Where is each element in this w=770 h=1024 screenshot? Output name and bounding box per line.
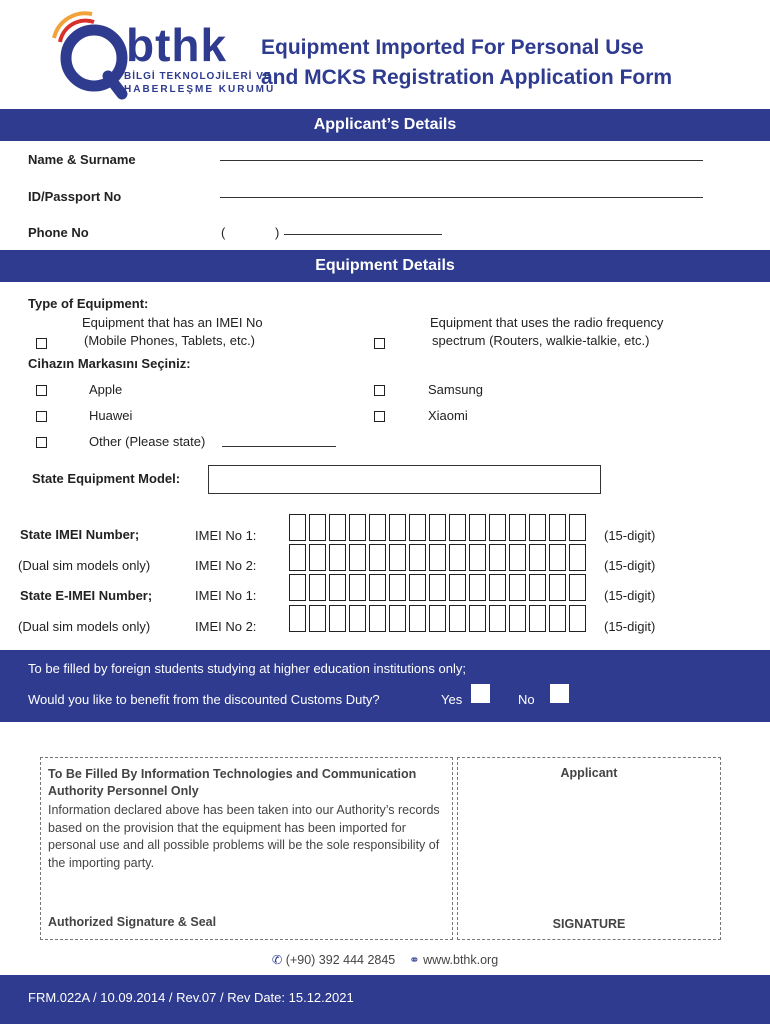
brand-apple-checkbox[interactable] — [36, 385, 47, 396]
form-title-line-2: and MCKS Registration Application Form — [261, 66, 673, 89]
imei-digit-cell[interactable] — [529, 514, 546, 541]
imei-digit-cell[interactable] — [569, 605, 586, 632]
imei-digit-cell[interactable] — [489, 605, 506, 632]
type-option-radio-checkbox[interactable] — [374, 338, 385, 349]
brand-other-field[interactable] — [222, 446, 336, 447]
brand-huawei-label: Huawei — [89, 408, 133, 423]
authority-box-body: Information declared above has been taken into our Authority’s records based on the provision that the equipment has been imported for personal use and all possible problems will be the sole responsibility of the importing party. — [48, 803, 440, 870]
brand-other-label: Other (Please state) — [89, 434, 206, 449]
globe-icon: ⚭ — [409, 953, 420, 967]
imei-digit-cell[interactable] — [389, 514, 406, 541]
imei-digit-cell[interactable] — [449, 544, 466, 571]
logo-mark-icon — [30, 8, 130, 100]
imei-digit-cell[interactable] — [409, 605, 426, 632]
imei-digit-cell[interactable] — [309, 574, 326, 601]
brand-other-checkbox[interactable] — [36, 437, 47, 448]
yes-checkbox[interactable] — [471, 684, 490, 703]
imei-digit-cell[interactable] — [509, 605, 526, 632]
imei-digit-cell[interactable] — [549, 574, 566, 601]
imei-digit-cell[interactable] — [369, 544, 386, 571]
form-code: FRM.022A / 10.09.2014 / Rev.07 / Rev Date: 15.12.2021 — [28, 990, 354, 1005]
imei-digit-cell[interactable] — [349, 514, 366, 541]
imei-digit-cell[interactable] — [509, 574, 526, 601]
applicant-box-title: Applicant — [560, 766, 618, 780]
imei-label: State IMEI Number; — [20, 527, 140, 542]
type-label: Type of Equipment: — [28, 296, 149, 311]
imei-digit-cell[interactable] — [469, 544, 486, 571]
imei-digit-cell[interactable] — [489, 544, 506, 571]
phone-field[interactable] — [284, 234, 442, 235]
imei-digit-cell[interactable] — [389, 605, 406, 632]
imei-1-digit-note: (15-digit) — [604, 528, 656, 543]
imei-2-digit-row[interactable] — [289, 544, 586, 571]
equipment-section-header — [0, 250, 770, 282]
students-section — [0, 650, 770, 722]
contact-row — [0, 952, 770, 967]
form-title-line-1: Equipment Imported For Personal Use — [261, 36, 644, 59]
authority-box-title: To Be Filled By Information Technologies and Communication Authority Personnel Only — [48, 767, 417, 798]
imei-digit-cell[interactable] — [449, 574, 466, 601]
brand-huawei-checkbox[interactable] — [36, 411, 47, 422]
imei-digit-cell[interactable] — [289, 544, 306, 571]
imei-digit-cell[interactable] — [449, 605, 466, 632]
applicant-section-header — [0, 109, 770, 141]
id-label: ID/Passport No — [28, 189, 122, 204]
imei-digit-cell[interactable] — [489, 574, 506, 601]
imei-digit-cell[interactable] — [289, 574, 306, 601]
type-option-radio-line-1: Equipment that uses the radio frequency — [430, 315, 664, 330]
yes-label: Yes — [441, 692, 463, 707]
imei-digit-cell[interactable] — [469, 514, 486, 541]
phone-label: Phone No — [28, 225, 89, 240]
eimei-2-digit-row[interactable] — [289, 605, 586, 632]
imei-digit-cell[interactable] — [509, 514, 526, 541]
imei-digit-cell[interactable] — [509, 544, 526, 571]
authorized-signature-label: Authorized Signature & Seal — [48, 915, 217, 929]
imei-digit-cell[interactable] — [429, 514, 446, 541]
imei-digit-cell[interactable] — [569, 544, 586, 571]
no-label: No — [518, 692, 535, 707]
imei-digit-cell[interactable] — [529, 544, 546, 571]
model-label: State Equipment Model: — [32, 471, 181, 486]
imei-digit-cell[interactable] — [369, 605, 386, 632]
no-checkbox[interactable] — [550, 684, 569, 703]
applicant-section-title: Applicant’s Details — [313, 116, 457, 133]
imei-digit-cell[interactable] — [389, 544, 406, 571]
imei-digit-cell[interactable] — [529, 605, 546, 632]
logo-subtitle-1: BİLGİ TEKNOLOJİLERİ VE — [124, 71, 272, 82]
name-field[interactable] — [220, 160, 703, 161]
imei-digit-cell[interactable] — [309, 514, 326, 541]
type-option-imei-line-1: Equipment that has an IMEI No — [82, 315, 263, 330]
logo-text: bthk — [126, 19, 228, 71]
imei-digit-cell[interactable] — [369, 514, 386, 541]
imei-digit-cell[interactable] — [329, 574, 346, 601]
students-note: To be filled by foreign students studying at higher education institutions only; — [28, 661, 466, 676]
type-option-imei-checkbox[interactable] — [36, 338, 47, 349]
imei-digit-cell[interactable] — [529, 574, 546, 601]
imei-digit-cell[interactable] — [289, 514, 306, 541]
imei-digit-cell[interactable] — [369, 574, 386, 601]
brand-label: Cihazın Markasını Seçiniz: — [28, 356, 191, 371]
imei-digit-cell[interactable] — [349, 574, 366, 601]
imei-digit-cell[interactable] — [469, 574, 486, 601]
phone-icon: ✆ — [271, 953, 283, 967]
imei-digit-cell[interactable] — [329, 605, 346, 632]
imei-digit-cell[interactable] — [429, 544, 446, 571]
eimei-no1-label: IMEI No 1: — [195, 588, 257, 603]
brand-xiaomi-checkbox[interactable] — [374, 411, 385, 422]
imei-digit-cell[interactable] — [549, 514, 566, 541]
applicant-signature-label: SIGNATURE — [552, 917, 626, 931]
contact-phone: (+90) 392 444 2845 — [285, 953, 396, 967]
eimei-2-digit-note: (15-digit) — [604, 619, 656, 634]
model-input[interactable] — [208, 465, 601, 494]
customs-question: Would you like to benefit from the discounted Customs Duty? — [28, 692, 380, 707]
imei-digit-cell[interactable] — [549, 605, 566, 632]
name-label: Name & Surname — [28, 152, 136, 167]
eimei-no2-label: IMEI No 2: — [195, 619, 257, 634]
eimei-1-digit-row[interactable] — [289, 574, 586, 601]
footer-bar — [0, 975, 770, 1024]
imei-digit-cell[interactable] — [569, 514, 586, 541]
logo-subtitle-2: HABERLEŞME KURUMU — [124, 84, 276, 95]
imei-digit-cell[interactable] — [409, 544, 426, 571]
imei-digit-cell[interactable] — [329, 544, 346, 571]
imei-digit-cell[interactable] — [429, 574, 446, 601]
brand-xiaomi-label: Xiaomi — [428, 408, 468, 423]
type-option-radio-line-2: spectrum (Routers, walkie-talkie, etc.) — [432, 333, 650, 348]
imei-digit-cell[interactable] — [289, 605, 306, 632]
id-field[interactable] — [220, 197, 703, 198]
imei-digit-cell[interactable] — [309, 605, 326, 632]
imei-digit-cell[interactable] — [329, 514, 346, 541]
imei-dual-note-2: (Dual sim models only) — [18, 619, 151, 634]
brand-samsung-label: Samsung — [428, 382, 483, 397]
imei-dual-note-1: (Dual sim models only) — [18, 558, 151, 573]
imei-no1-label: IMEI No 1: — [195, 528, 257, 543]
imei-digit-cell[interactable] — [449, 514, 466, 541]
imei-digit-cell[interactable] — [549, 544, 566, 571]
imei-digit-cell[interactable] — [569, 574, 586, 601]
imei-2-digit-note: (15-digit) — [604, 558, 656, 573]
imei-digit-cell[interactable] — [389, 574, 406, 601]
phone-open-paren: ( — [221, 225, 226, 240]
brand-apple-label: Apple — [89, 382, 123, 397]
equipment-section-title: Equipment Details — [315, 257, 455, 274]
contact-web[interactable]: www.bthk.org — [423, 953, 499, 967]
applicant-box — [457, 757, 721, 940]
imei-digit-cell[interactable] — [349, 544, 366, 571]
eimei-label: State E-IMEI Number; — [20, 588, 153, 603]
imei-digit-cell[interactable] — [489, 514, 506, 541]
imei-digit-cell[interactable] — [409, 514, 426, 541]
eimei-1-digit-note: (15-digit) — [604, 588, 656, 603]
imei-digit-cell[interactable] — [409, 574, 426, 601]
type-option-imei-line-2: (Mobile Phones, Tablets, etc.) — [84, 333, 256, 348]
imei-1-digit-row[interactable] — [289, 514, 586, 541]
logo — [30, 8, 276, 100]
phone-close-paren: ) — [275, 225, 280, 240]
authority-box — [40, 757, 453, 940]
imei-digit-cell[interactable] — [309, 544, 326, 571]
imei-no2-label: IMEI No 2: — [195, 558, 257, 573]
brand-samsung-checkbox[interactable] — [374, 385, 385, 396]
imei-digit-cell[interactable] — [469, 605, 486, 632]
imei-digit-cell[interactable] — [349, 605, 366, 632]
imei-digit-cell[interactable] — [429, 605, 446, 632]
